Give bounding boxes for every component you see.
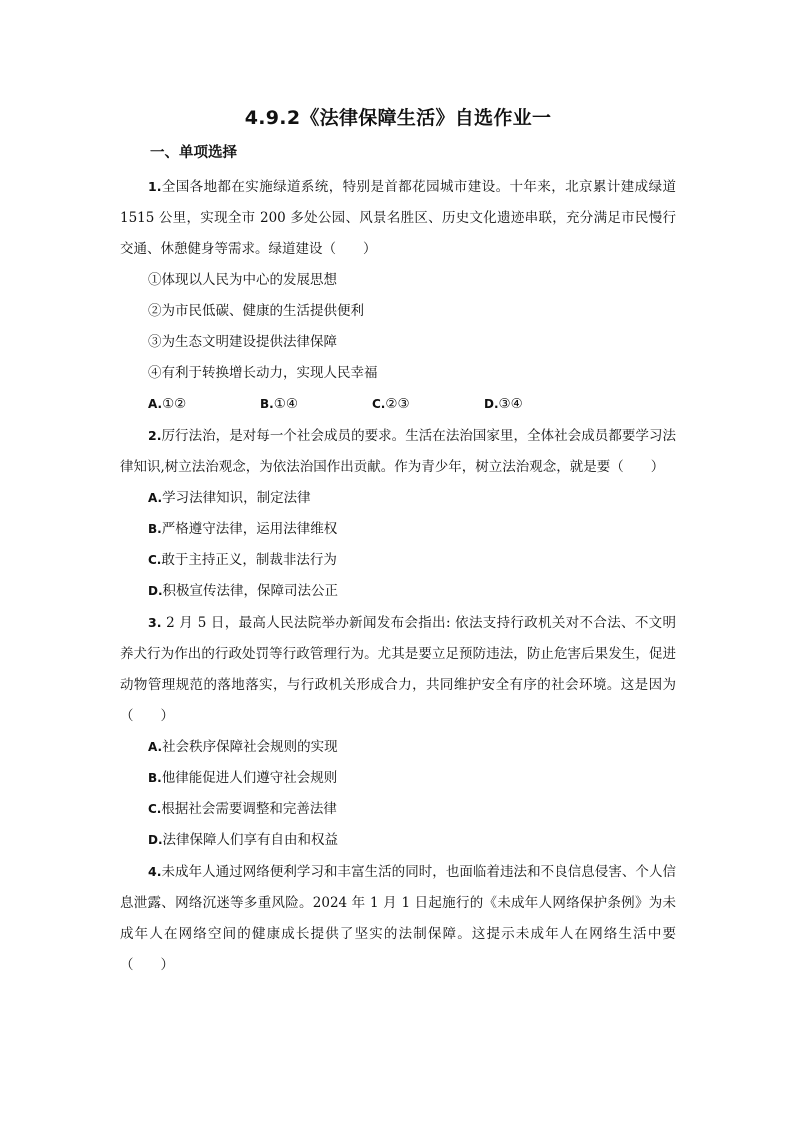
choice-a[interactable] [148, 389, 260, 420]
statement-3: ③为生态文明建设提供法律保障 [148, 334, 337, 350]
question-stem [120, 420, 676, 483]
question-2 [120, 420, 676, 607]
choice-c[interactable] [372, 389, 484, 420]
question-4 [120, 856, 676, 981]
question-text: 2 月 5 日，最高人民法院举办新闻发布会指出: 依法支持行政机关对不合法、不文明养犬行为作出的行政处罚等行政管理行为。尤其是要立足预防违法，防止危害后果发生，促进动物管理规范的落地落实，与行政机关形成合力，共同维护安全有序的社会环境。这是因为（ ） [120, 615, 676, 724]
choice-text: ②③ [385, 396, 410, 412]
choice-row [120, 389, 676, 420]
option-label: A. [148, 491, 163, 505]
question-number: 2. [148, 428, 162, 443]
question-3 [120, 607, 676, 856]
question-1 [120, 171, 676, 420]
option-label: B. [148, 771, 162, 785]
option-text: 他律能促进人们遵守社会规则 [161, 770, 338, 786]
option-c[interactable] [120, 545, 676, 576]
option-label: B. [148, 522, 162, 536]
choice-label: D. [484, 397, 499, 411]
option-text: 学习法律知识，制定法律 [162, 490, 311, 506]
question-text: 全国各地都在实施绿道系统，特别是首都花园城市建设。十年来，北京累计建成绿道 1515 公里，实现全市 200 多处公园、风景名胜区、历史文化遗迹串联，充分满足市民慢行交通、休憩健身等需求。绿道建设（ ） [120, 179, 676, 257]
choice-text: ①② [162, 396, 187, 412]
choice-b[interactable] [260, 389, 372, 420]
option-c[interactable] [120, 794, 676, 825]
question-text: 未成年人通过网络便利学习和丰富生活的同时，也面临着违法和不良信息侵害、个人信息泄露、网络沉迷等多重风险。2024 年 1 月 1 日起施行的《未成年人网络保护条例》为未成年人在网络空间的健康成长提供了坚实的法制保障。这提示未成年人在网络生活中要（ ） [120, 864, 676, 973]
question-number: 3. [148, 615, 162, 630]
choice-label: A. [148, 397, 163, 411]
statement-1: ①体现以人民为中心的发展思想 [148, 272, 337, 288]
option-text: 社会秩序保障社会规则的实现 [162, 739, 338, 755]
option-label: C. [148, 553, 162, 567]
section-heading: 一、单项选择 [150, 145, 237, 161]
option-text: 严格遵守法律，运用法律维权 [161, 521, 338, 537]
option-a[interactable] [120, 732, 676, 763]
question-stem [120, 856, 676, 981]
option-text: 法律保障人们享有自由和权益 [162, 832, 339, 848]
question-number: 1. [148, 179, 162, 194]
choice-text: ①④ [273, 396, 298, 412]
choice-label: C. [372, 397, 386, 411]
option-text: 根据社会需要调整和完善法律 [161, 801, 337, 817]
choice-text: ③④ [498, 396, 523, 412]
option-text: 敢于主持正义，制裁非法行为 [161, 552, 337, 568]
document-title: 4.9.2《法律保障生活》自选作业一 [244, 107, 552, 129]
choice-d[interactable] [484, 389, 596, 420]
option-text: 积极宣传法律，保障司法公正 [162, 583, 339, 599]
option-label: D. [148, 584, 163, 598]
choice-label: B. [260, 397, 274, 411]
option-label: C. [148, 802, 162, 816]
option-b[interactable] [120, 763, 676, 794]
option-b[interactable] [120, 514, 676, 545]
question-number: 4. [148, 864, 162, 879]
statement-4: ④有利于转换增长动力，实现人民幸福 [148, 365, 378, 381]
option-d[interactable] [120, 576, 676, 607]
question-stem [120, 171, 676, 265]
option-a[interactable] [120, 483, 676, 514]
statement-2: ②为市民低碳、健康的生活提供便利 [148, 303, 364, 319]
question-text: 厉行法治，是对每一个社会成员的要求。生活在法治国家里，全体社会成员都要学习法律知识,树立法治观念，为依法治国作出贡献。作为青少年，树立法治观念，就是要（ ） [120, 428, 676, 475]
option-label: D. [148, 833, 163, 847]
option-d[interactable] [120, 825, 676, 856]
question-stem [120, 607, 676, 732]
option-label: A. [148, 740, 163, 754]
